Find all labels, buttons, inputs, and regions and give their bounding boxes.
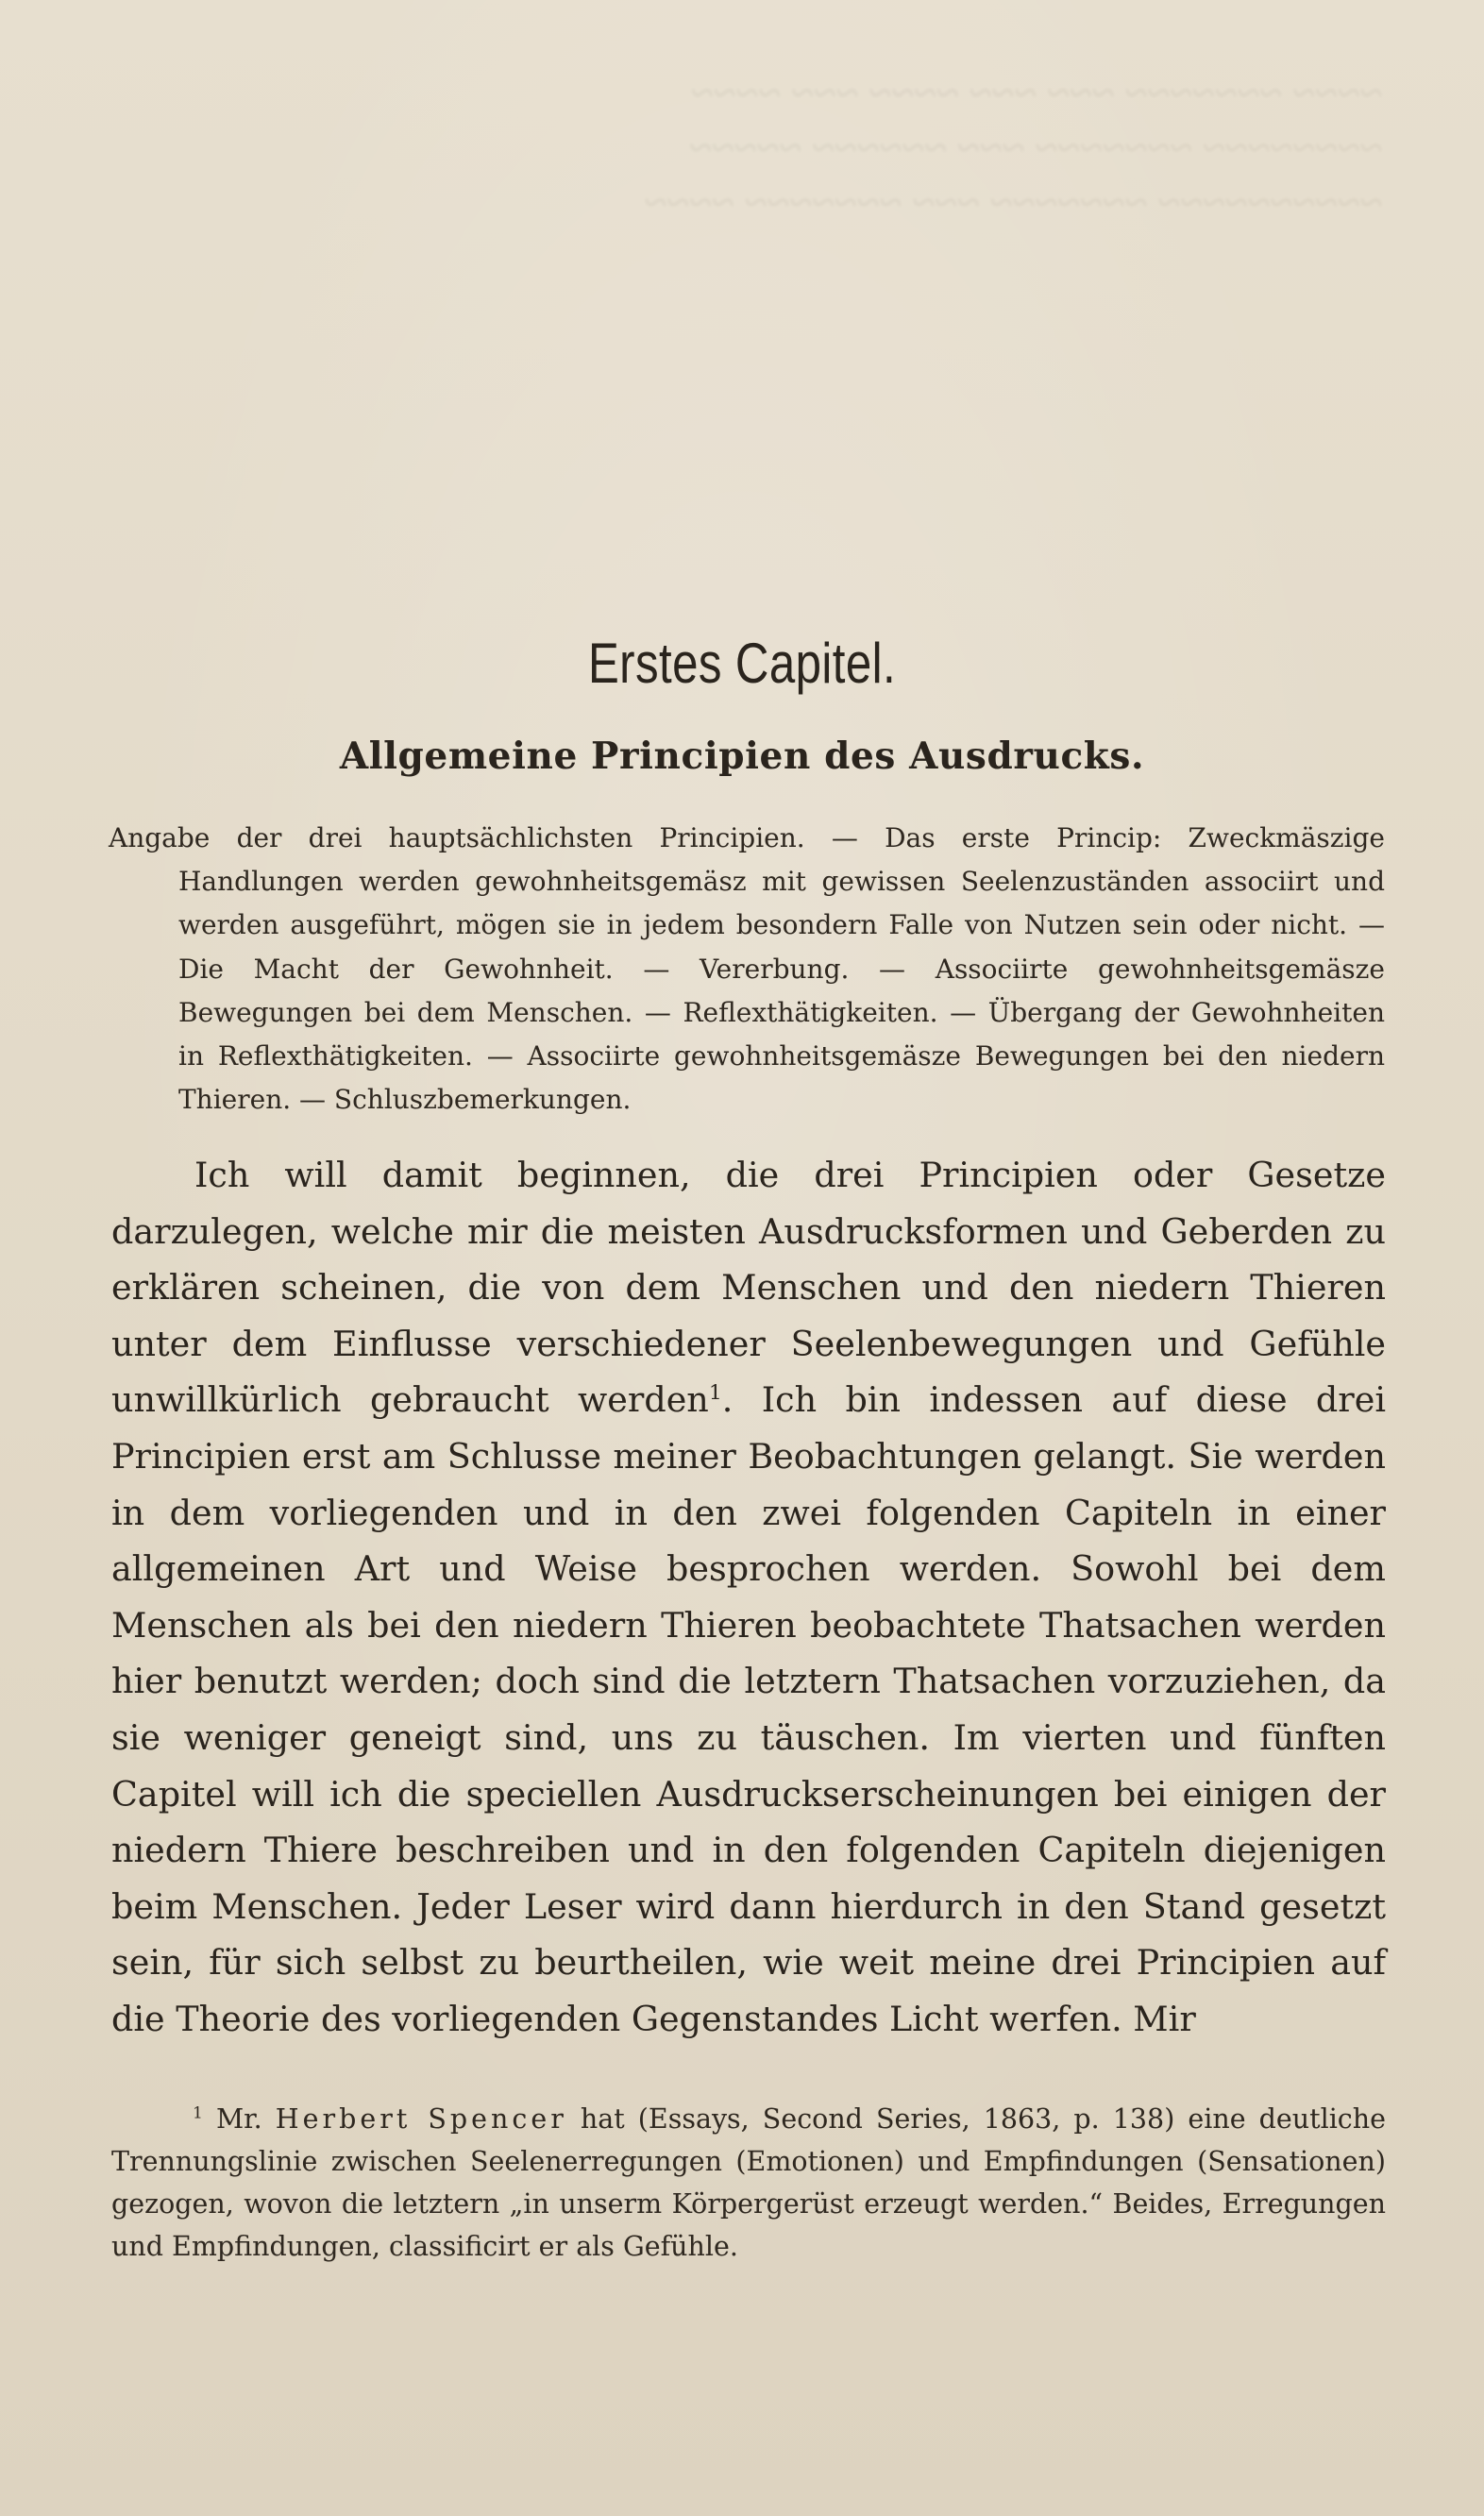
footnote-author: Herbert Spencer [275,2103,567,2135]
show-through-text: ~~~~ ~~~~~~~ ~~~ ~~~ ~~~~ ~~~ ~~~~ ~~~~~~~~ ~~~~~~~ ~~~ ~~~~~~ ~~~~~ ~~~~~~~~~~ ~~~~~~~ ~~~ ~~~~~~~ ~~~~ [645,70,1383,226]
footnote-text: hat (Essays, Second Series, 1863, p. 138) eine deutliche Trennungslinie zwischen Seelenerregungen (Emotionen) und Empfindungen (Sensationen) gezogen, wovon die letztern „in unserm Körpergerüst erzeugt werden.“ Beides, Erregungen und Empfindungen, classificirt er als Gefühle. [111,2103,1386,2262]
chapter-subtitle: Allgemeine Principien des Ausdrucks. [339,735,1145,778]
footnote-separator [111,2077,1386,2079]
chapter-summary: Angabe der drei hauptsächlichsten Principien. — Das erste Princip: Zweckmäszige Handlungen werden gewohnheitsgemäsz mit gewissen Seelenzuständen associirt und werden ausgeführt, mögen sie in jedem besondern Falle von Nutzen sein oder nicht. — Die Macht der Gewohnheit. — Vererbung. — Associirte gewohnheitsgemäsze Bewegungen bei dem Menschen. — Reflexthätigkeiten. — Übergang der Gewohnheiten in Reflexthätigkeiten. — Associirte gewohnheitsgemäsze Bewegungen bei den niedern Thieren. — Schluszbemerkungen. [109,822,1385,1116]
body-text-part-1: Ich will damit beginnen, die drei Principien oder Gesetze darzulegen, welche mir die meisten Ausdrucksformen und Geberden zu erklären scheinen, die von dem Menschen und den niedern Thieren unter dem Einflusse verschiedener Seelenbewegungen und Gefühle unwillkürlich gebraucht werden [111,1155,1386,1421]
footnote [111,2098,1386,2268]
body-text-part-2: . Ich bin indessen auf diese drei Principien erst am Schlusse meiner Beobachtungen gelangt. Sie werden in dem vorliegenden und in den zwei folgenden Capiteln in einer allgemeinen Art und Weise besprochen werden. Sowohl bei dem Menschen als bei den niedern Thieren beobachtete Thatsachen werden hier benutzt werden; doch sind die letztern Thatsachen vorzuziehen, da sie weniger geneigt sind, uns zu täuschen. Im vierten und fünften Capitel will ich die speciellen Ausdruckserscheinungen bei einigen der niedern Thiere beschreiben und in den folgenden Capiteln diejenigen beim Menschen. Jeder Leser wird dann hierdurch in den Stand gesetzt sein, für sich selbst zu beurtheilen, wie weit meine drei Principien auf die Theorie des vorliegenden Gegenstandes Licht werfen. Mir [111,1379,1386,2039]
footnote-marker: 1 [193,2103,203,2123]
footnote-reference[interactable]: 1 [708,1381,722,1406]
footnote-prefix: Mr. [215,2103,262,2135]
body-paragraph [111,1147,1386,2048]
chapter-title: Erstes Capitel. [587,632,897,695]
